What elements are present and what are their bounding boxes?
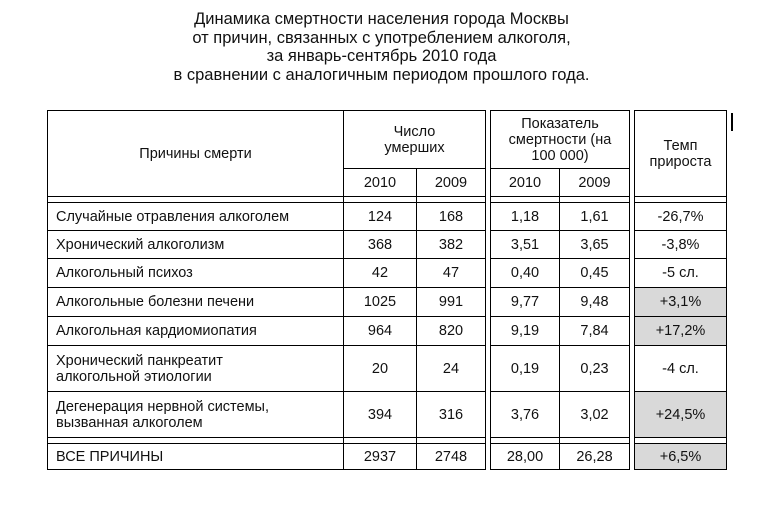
deaths-2010-cell: 20 <box>344 346 417 392</box>
rate-2010-cell: 0,19 <box>491 346 560 392</box>
deaths-2009-cell: 24 <box>417 346 486 392</box>
table-row <box>48 346 727 392</box>
table-row <box>48 392 727 438</box>
rate-2010-cell: 3,76 <box>491 392 560 438</box>
total-rate-2010-cell: 28,00 <box>491 444 560 470</box>
rate-2010-cell: 0,40 <box>491 259 560 288</box>
deaths-2010-cell: 368 <box>344 231 417 259</box>
title-line-3: за январь-сентябрь 2010 года <box>266 47 497 65</box>
header-deaths-group: Число умерших <box>344 111 486 169</box>
table-row <box>48 317 727 346</box>
deaths-2009-cell: 168 <box>417 203 486 231</box>
rate-2009-cell: 9,48 <box>560 288 630 317</box>
deaths-2010-cell: 1025 <box>344 288 417 317</box>
growth-cell: +17,2% <box>635 317 727 346</box>
rate-2009-cell: 0,23 <box>560 346 630 392</box>
header-year: 2009 <box>560 169 630 197</box>
cause-cell: Алкогольный психоз <box>48 259 344 288</box>
title-line-1: Динамика смертности населения города Москвы <box>194 10 569 28</box>
deaths-2009-cell: 991 <box>417 288 486 317</box>
growth-cell: -5 сл. <box>635 259 727 288</box>
table-row <box>48 259 727 288</box>
cause-cell: Алкогольные болезни печени <box>48 288 344 317</box>
deaths-2009-cell: 820 <box>417 317 486 346</box>
growth-cell: -26,7% <box>635 203 727 231</box>
total-cause-cell: ВСЕ ПРИЧИНЫ <box>48 444 344 470</box>
growth-cell: -3,8% <box>635 231 727 259</box>
header-row <box>48 111 727 169</box>
total-row <box>48 444 727 470</box>
text-cursor-mark <box>731 113 733 131</box>
deaths-2010-cell: 964 <box>344 317 417 346</box>
cause-cell: Хронический панкреатит алкогольной этиологии <box>48 346 344 392</box>
cause-cell: Дегенерация нервной системы, вызванная алкоголем <box>48 392 344 438</box>
header-causes: Причины смерти <box>48 111 344 197</box>
rate-2010-cell: 9,77 <box>491 288 560 317</box>
table-row <box>48 231 727 259</box>
rate-2010-cell: 9,19 <box>491 317 560 346</box>
rate-2009-cell: 1,61 <box>560 203 630 231</box>
total-growth-cell: +6,5% <box>635 444 727 470</box>
deaths-2009-cell: 382 <box>417 231 486 259</box>
total-deaths-2010-cell: 2937 <box>344 444 417 470</box>
table-row <box>48 203 727 231</box>
deaths-2010-cell: 42 <box>344 259 417 288</box>
deaths-2010-cell: 394 <box>344 392 417 438</box>
table-row <box>48 288 727 317</box>
rate-2009-cell: 0,45 <box>560 259 630 288</box>
header-year: 2009 <box>417 169 486 197</box>
cause-cell: Алкогольная кардиомиопатия <box>48 317 344 346</box>
header-growth: Темп прироста <box>635 111 727 197</box>
growth-cell: +3,1% <box>635 288 727 317</box>
rate-2010-cell: 3,51 <box>491 231 560 259</box>
rate-2010-cell: 1,18 <box>491 203 560 231</box>
total-rate-2009-cell: 26,28 <box>560 444 630 470</box>
growth-cell: +24,5% <box>635 392 727 438</box>
mortality-table <box>47 110 727 470</box>
rate-2009-cell: 3,65 <box>560 231 630 259</box>
title-line-4: в сравнении с аналогичным периодом прошлого года. <box>173 65 590 84</box>
rate-2009-cell: 3,02 <box>560 392 630 438</box>
growth-cell: -4 сл. <box>635 346 727 392</box>
header-year: 2010 <box>344 169 417 197</box>
rate-2009-cell: 7,84 <box>560 317 630 346</box>
cause-cell: Хронический алкоголизм <box>48 231 344 259</box>
deaths-2010-cell: 124 <box>344 203 417 231</box>
cause-cell: Случайные отравления алкоголем <box>48 203 344 231</box>
document-title <box>0 10 763 84</box>
header-rate-group: Показатель смертности (на 100 000) <box>491 111 630 169</box>
deaths-2009-cell: 47 <box>417 259 486 288</box>
header-year: 2010 <box>491 169 560 197</box>
total-deaths-2009-cell: 2748 <box>417 444 486 470</box>
deaths-2009-cell: 316 <box>417 392 486 438</box>
title-line-2: от причин, связанных с употреблением алкоголя, <box>192 28 571 47</box>
